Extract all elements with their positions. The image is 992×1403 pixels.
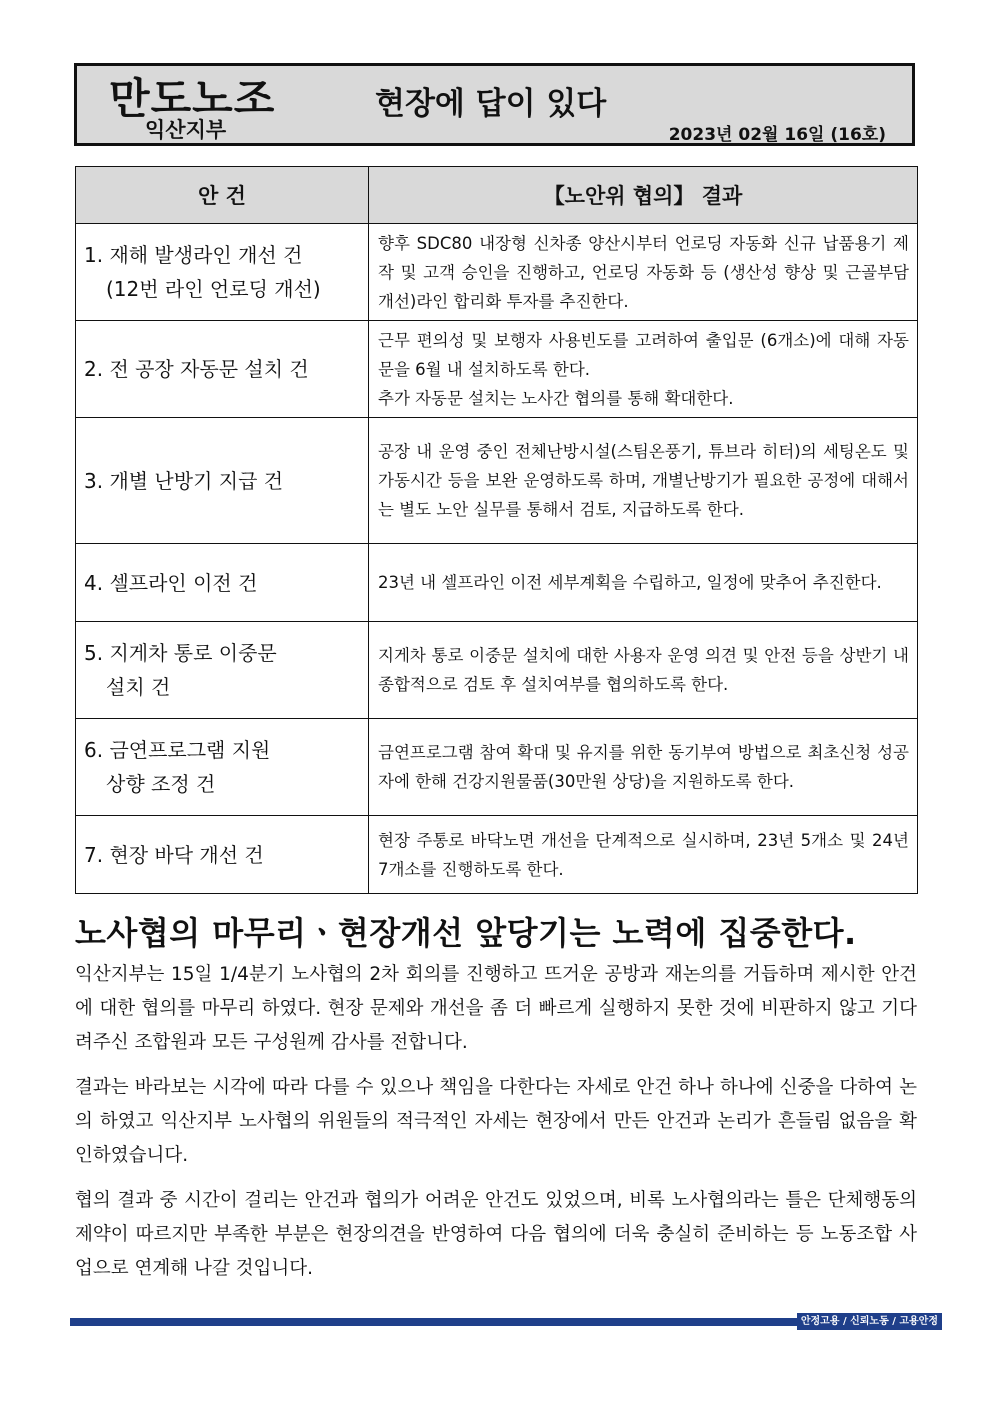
- issue-date: 2023년 02월 16일 (16호): [668, 125, 886, 145]
- agenda-item-title: 1. 재해 발생라인 개선 건: [84, 243, 303, 267]
- agenda-result-text: 근무 편의성 및 보행자 사용빈도를 고려하여 출입문 (6개소)에 대해 자동문을 6월 내 설치하도록 한다.: [378, 330, 909, 379]
- table-row: [76, 622, 918, 719]
- column-header-item: 안 건: [76, 167, 369, 224]
- article-paragraph: 결과는 바라보는 시각에 따라 다를 수 있으나 책임을 다한다는 자세로 안건 하나 하나에 신중을 다하여 논의 하였고 익산지부 노사협의 위원들의 적극적인 자세는 현장에서 만든 안건과 논리가 흔들림 없음을 확인하였습니다.: [75, 1077, 917, 1166]
- branch-name: 익산지부: [145, 118, 227, 142]
- column-header-result: 【노안위 협의】 결과: [369, 167, 918, 224]
- table-row: [76, 719, 918, 816]
- table-row: [76, 321, 918, 418]
- agenda-item-title: 2. 전 공장 자동문 설치 건: [84, 357, 309, 381]
- agenda-item-title: 4. 셀프라인 이전 건: [84, 570, 258, 595]
- agenda-item-title: 5. 지게차 통로 이중문: [84, 641, 277, 665]
- agenda-result: [369, 321, 918, 418]
- agenda-result: 향후 SDC80 내장형 신차종 양산시부터 언로딩 자동화 신규 납품용기 제작 및 고객 승인을 진행하고, 언로딩 자동화 등 (생산성 향상 및 근골부담 개선)라인 합리화 투자를 추진한다.: [369, 224, 918, 321]
- article-paragraph: 협의 결과 중 시간이 걸리는 안건과 협의가 어려운 안건도 있었으며, 비록 노사협의라는 틀은 단체행동의 제약이 따르지만 부족한 부분은 현장의견을 반영하여 다음 협의에 더욱 충실히 준비하는 등 노동조합 사업으로 연계해 나갈 것입니다.: [75, 1190, 917, 1279]
- footer-bar: [70, 1318, 920, 1326]
- agenda-item-title: 7. 현장 바닥 개선 건: [84, 842, 264, 867]
- agenda-item: [76, 544, 369, 622]
- article-title: 노사협의 마무리ㆍ현장개선 앞당기는 노력에 집중한다.: [75, 914, 857, 952]
- table-row: [76, 224, 918, 321]
- agenda-item: [76, 321, 369, 418]
- agenda-item-title: 6. 금연프로그램 지원: [84, 738, 271, 762]
- agenda-item-title: 3. 개별 난방기 지급 건: [84, 468, 284, 493]
- table-row: [76, 544, 918, 622]
- agenda-result-text: 추가 자동문 설치는 노사간 협의를 통해 확대한다.: [378, 388, 734, 408]
- agenda-item-subtitle: 상향 조정 건: [106, 772, 216, 796]
- agenda-item-subtitle: 설치 건: [106, 675, 171, 699]
- table-row: [76, 418, 918, 544]
- agenda-result: 지게차 통로 이중문 설치에 대한 사용자 운영 의견 및 안전 등을 상반기 내 종합적으로 검토 후 설치여부를 협의하도록 한다.: [369, 622, 918, 719]
- agenda-result: 현장 주통로 바닥노면 개선을 단계적으로 실시하며, 23년 5개소 및 24년 7개소를 진행하도록 한다.: [369, 816, 918, 894]
- article-paragraph: 익산지부는 15일 1/4분기 노사협의 2차 회의를 진행하고 뜨거운 공방과 재논의를 거듭하며 제시한 안건에 대한 협의를 마무리 하였다. 현장 문제와 개선을 좀 더 빠르게 실행하지 못한 것에 비판하지 않고 기다려주신 조합원과 모든 구성원께 감사를 전합니다.: [75, 964, 917, 1053]
- agenda-item: [76, 418, 369, 544]
- agenda-item-subtitle: (12번 라인 언로딩 개선): [106, 277, 321, 301]
- agenda-table: [75, 166, 918, 894]
- article-body: [75, 958, 917, 1297]
- agenda-item: [76, 719, 369, 816]
- agenda-result: 23년 내 셀프라인 이전 세부계획을 수립하고, 일정에 맞추어 추진한다.: [369, 544, 918, 622]
- footer-label: 안정고용 / 신뢰노동 / 고용안정: [797, 1313, 942, 1330]
- agenda-item: [76, 622, 369, 719]
- agenda-item: [76, 224, 369, 321]
- union-name: 만도노조: [109, 74, 276, 123]
- slogan: 현장에 답이 있다: [375, 86, 607, 122]
- newsletter-header: [74, 63, 915, 146]
- agenda-result: 공장 내 운영 중인 전체난방시설(스팀온풍기, 튜브라 히터)의 세팅온도 및 가동시간 등을 보완 운영하도록 하며, 개별난방기가 필요한 공정에 대해서는 별도 노안 실무를 통해서 검토, 지급하도록 한다.: [369, 418, 918, 544]
- agenda-item: [76, 816, 369, 894]
- table-header-row: [76, 167, 918, 224]
- agenda-result: 금연프로그램 참여 확대 및 유지를 위한 동기부여 방법으로 최초신청 성공자에 한해 건강지원물품(30만원 상당)을 지원하도록 한다.: [369, 719, 918, 816]
- table-row: [76, 816, 918, 894]
